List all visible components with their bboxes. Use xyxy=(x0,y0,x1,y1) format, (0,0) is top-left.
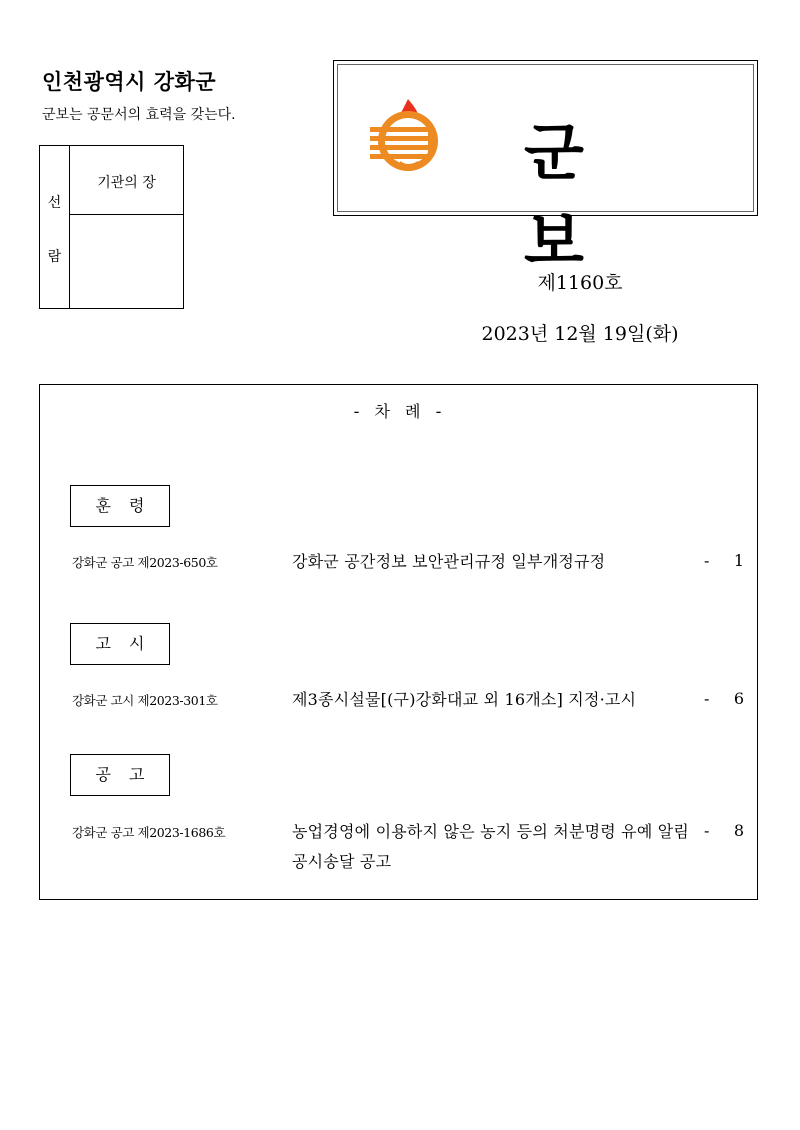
toc-entry-ref: 강화군 고시 제2023-301호 xyxy=(72,693,218,708)
review-side-char-1: 선 xyxy=(47,195,62,211)
toc-entry-dash: - xyxy=(704,689,710,708)
category-box-gonggo: 공고 xyxy=(70,754,170,796)
toc-entry-dash: - xyxy=(704,551,710,570)
review-box xyxy=(39,145,184,309)
toc-entry-title[interactable]: 제3종시설물[(구)강화대교 외 16개소] 지정·고시 xyxy=(292,690,637,709)
toc-entry-dash: - xyxy=(704,821,710,840)
toc-entry-ref: 강화군 공고 제2023-650호 xyxy=(72,555,218,570)
issue-number: 제1160호 xyxy=(537,272,623,294)
review-side-char-2: 람 xyxy=(47,249,62,265)
issuer-title: 인천광역시 강화군 xyxy=(42,70,217,94)
toc-entry-title[interactable]: 강화군 공간정보 보안관리규정 일부개정규정 xyxy=(292,552,606,571)
toc-title: - 차 례 - xyxy=(353,402,444,421)
toc-entry-page[interactable]: 6 xyxy=(733,689,744,708)
publication-banner xyxy=(333,60,758,278)
review-side-label xyxy=(40,146,70,308)
toc-entry-title[interactable]: 농업경영에 이용하지 않은 농지 등의 처분명령 유예 알림 공시송달 공고 xyxy=(292,822,690,871)
banner-title: 군보 xyxy=(524,116,652,278)
category-box-gosi: 고시 xyxy=(70,623,170,665)
gunbo-emblem-icon xyxy=(364,95,452,179)
issue-date: 2023년 12월 19일(화) xyxy=(481,323,679,345)
banner-frame xyxy=(337,64,754,278)
table-of-contents xyxy=(39,384,758,900)
toc-entry-page[interactable]: 8 xyxy=(733,821,744,840)
category-box-hunryeong: 훈령 xyxy=(70,485,170,527)
review-head-label: 기관의 장 xyxy=(70,146,183,215)
toc-entry-page[interactable]: 1 xyxy=(733,551,744,570)
toc-entry-ref: 강화군 공고 제2023-1686호 xyxy=(72,825,226,840)
legal-notice: 군보는 공문서의 효력을 갖는다. xyxy=(42,107,236,123)
